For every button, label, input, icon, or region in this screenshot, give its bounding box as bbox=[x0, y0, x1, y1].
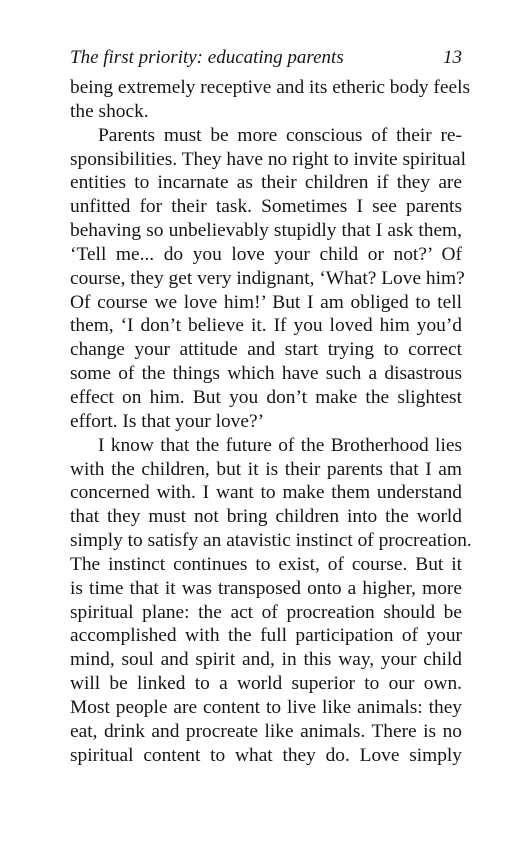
text-line: effort. Is that your love?’ bbox=[70, 410, 265, 432]
text-line: eat, drink and procreate like animals. There is no bbox=[70, 720, 462, 742]
text-line: accomplished with the full participation of your bbox=[70, 625, 462, 647]
text-line: I know that the future of the Brotherhood lies bbox=[98, 434, 462, 456]
text-line: will be linked to a world superior to our own. bbox=[70, 673, 462, 695]
text-line: them, ‘I don’t believe it. If you loved him you’d bbox=[70, 315, 462, 337]
text-line: some of the things which have such a disastrous bbox=[70, 363, 462, 385]
text-line: effect on him. But you don’t make the slightest bbox=[70, 386, 462, 408]
text-line: concerned with. I want to make them understand bbox=[70, 482, 462, 504]
body-text bbox=[70, 76, 472, 767]
text-line: that they must not bring children into the world bbox=[70, 506, 462, 528]
text-line: entities to incarnate as their children if they are bbox=[70, 172, 462, 194]
text-line: being extremely receptive and its etheric body feels bbox=[70, 77, 471, 98]
text-line: behaving so unbelievably stupidly that I ask them, bbox=[70, 220, 462, 242]
text-line: the shock. bbox=[70, 100, 149, 122]
text-line: The instinct continues to exist, of course. But it bbox=[70, 553, 462, 575]
text-line: with the children, but it is their parents that I am bbox=[70, 458, 462, 480]
text-line: unfitted for their task. Sometimes I see parents bbox=[70, 196, 462, 218]
text-line: change your attitude and start trying to correct bbox=[70, 339, 462, 361]
text-line: mind, soul and spirit and, in this way, your child bbox=[70, 649, 462, 671]
running-head bbox=[70, 46, 462, 70]
text-line: simply to satisfy an atavistic instinct of procreation. bbox=[70, 530, 472, 552]
text-line: ‘Tell me... do you love your child or not?’ Of bbox=[70, 243, 462, 265]
text-line: Of course we love him!’ But I am obliged to tell bbox=[70, 291, 462, 313]
text-line: spiritual plane: the act of procreation should be bbox=[70, 601, 462, 623]
running-head-title: The first priority: educating parents bbox=[70, 47, 344, 68]
text-line: sponsibilities. They have no right to invite spiritual bbox=[70, 148, 467, 170]
text-line: course, they get very indignant, ‘What? Love him? bbox=[70, 267, 465, 289]
text-line: Parents must be more conscious of their re- bbox=[98, 124, 462, 146]
text-line: is time that it was transposed onto a higher, more bbox=[70, 577, 462, 599]
page-number: 13 bbox=[443, 47, 462, 68]
text-line: Most people are content to live like animals: they bbox=[70, 696, 462, 718]
text-line: spiritual content to what they do. Love simply bbox=[70, 744, 462, 766]
